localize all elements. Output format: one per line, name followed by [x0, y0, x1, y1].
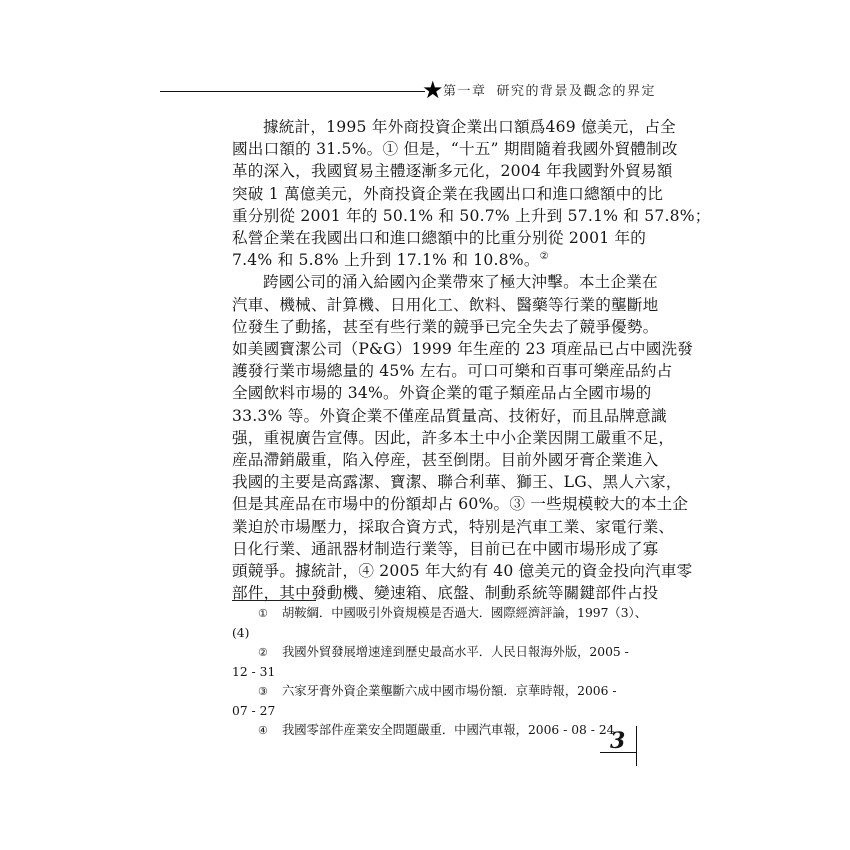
- footnote-continuation: 07 - 27: [232, 703, 276, 718]
- footnote-text: 胡鞍綱．中國吸引外資規模是否過大．國際經濟評論，1997（3）、: [282, 606, 647, 620]
- text-line: 跨國公司的涌入給國內企業帶來了極大沖擊。本土企業在: [263, 273, 658, 292]
- footnote-text: 我國零部件産業安全問題嚴重．中國汽車報，2006 - 08 - 24: [282, 723, 615, 737]
- text-line: 7.4% 和 5.8% 上升到 17.1% 和 10.8%。②: [232, 251, 549, 270]
- text-line: 護發行業市場總量的 45% 左右。可口可樂和百事可樂産品約占: [232, 362, 673, 381]
- footnote-mark: ③: [258, 685, 268, 698]
- footnote-2: [232, 643, 630, 682]
- text-line: 33.3% 等。外資企業不僅産品質量高、技術好，而且品牌意識: [232, 406, 667, 425]
- text-line: 頭競爭。據統計，④ 2005 年大約有 40 億美元的資金投向汽車零: [232, 562, 693, 581]
- text-line: 全國飲料市場的 34%。外資企業的電子類産品占全國市場的: [232, 384, 652, 403]
- page-number-rule-vertical: [636, 726, 637, 766]
- footnote-continuation: (4): [232, 625, 250, 640]
- chapter-title: 研究的背景及觀念的界定: [496, 84, 657, 99]
- page-number: 3: [610, 728, 626, 754]
- text-line: 革的深入，我國貿易主體逐漸多元化，2004 年我國對外貿易額: [232, 162, 673, 181]
- footnotes: [232, 604, 647, 741]
- text-line: 重分别從 2001 年的 50.1% 和 50.7% 上升到 57.1% 和 57.8%；: [232, 206, 711, 225]
- text-line: 業迫於市場壓力，採取合資方式，特别是汽車工業、家電行業、: [232, 517, 675, 536]
- paragraph-1: [232, 116, 711, 271]
- footnote-ref-2: ②: [539, 251, 549, 263]
- footnote-text: 六家牙膏外資企業壟斷六成中國市場份額．京華時報，2006 -: [282, 684, 617, 698]
- header-rule: [160, 91, 425, 92]
- text-line: 部件，其中發動機、變速箱、底盤、制動系統等關鍵部件占投: [232, 584, 659, 603]
- footnote-rule: [232, 600, 316, 601]
- text-line: 突破 1 萬億美元，外商投資企業在我國出口和進口總額中的比: [232, 184, 664, 203]
- footnote-continuation: 12 - 31: [232, 664, 276, 679]
- text-line: 我國的主要是高露潔、寶潔、聯合利華、獅王、LG、黑人六家，: [232, 473, 682, 492]
- footnote-text: 我國外貿發展增速達到歷史最高水平．人民日報海外版，2005 -: [282, 645, 629, 659]
- text-line: 强，重視廣告宣傳。因此，許多本土中小企業因開工嚴重不足，: [232, 428, 675, 447]
- star-icon: ★: [422, 76, 444, 104]
- text-line: 但是其産品在市場中的份額却占 60%。③ 一些規模較大的本土企: [232, 495, 689, 514]
- main-text: [232, 116, 711, 604]
- text-line: 汽車、機械、計算機、日用化工、飲料、醫藥等行業的壟斷地: [232, 295, 659, 314]
- footnote-4: [232, 721, 630, 741]
- footnote-ref-3: ③ 一些規模較大的本土企: [509, 495, 689, 514]
- footnote-mark: ①: [258, 607, 268, 620]
- chapter-label: 第一章: [443, 84, 487, 99]
- footnote-ref-4: ④ 2005 年大約有 40 億美元的資金投向汽車零: [358, 562, 693, 581]
- text-line: 如美國寶潔公司（P&G）1999 年生産的 23 項産品已占中國洗發: [232, 340, 694, 359]
- text-line: 日化行業、通訊器材制造行業等，目前已在中國市場形成了寡: [232, 539, 659, 558]
- running-header: [443, 80, 656, 99]
- footnote-3: [232, 682, 630, 721]
- footnote-1: [232, 604, 647, 643]
- text-line: 國出口額的 31.5%。① 但是，“十五” 期間隨着我國外貿體制改: [232, 140, 678, 159]
- paragraph-2: [232, 271, 694, 604]
- footnote-mark: ②: [258, 646, 268, 659]
- text-line: 位發生了動搖，甚至有些行業的競爭已完全失去了競爭優勢。: [232, 317, 659, 336]
- text-line: 産品滯銷嚴重，陷入停産，甚至倒閉。目前外國牙膏企業進入: [232, 451, 659, 470]
- text-line: 據統計，1995 年外商投資企業出口額爲469 億美元，占全: [263, 118, 676, 136]
- footnote-mark: ④: [258, 724, 268, 737]
- text-line: 私營企業在我國出口和進口總額中的比重分别從 2001 年的: [232, 229, 647, 248]
